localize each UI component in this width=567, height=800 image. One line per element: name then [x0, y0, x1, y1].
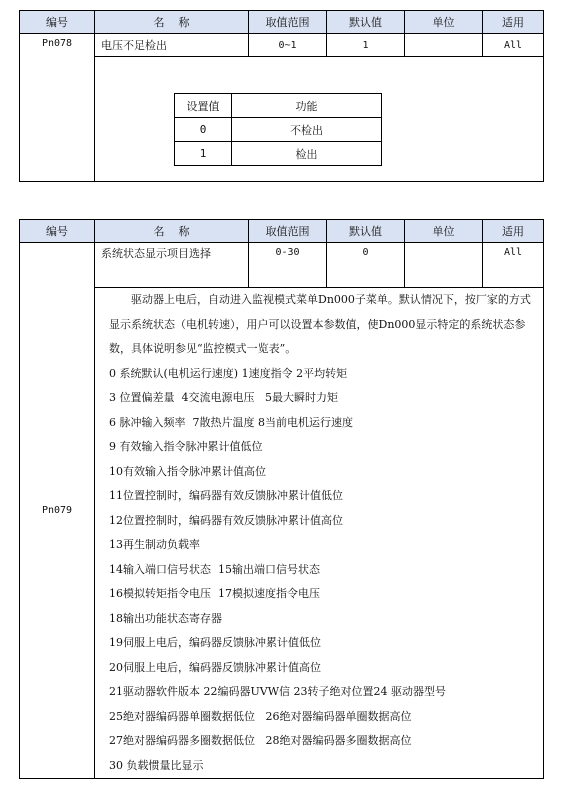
option-header-function: 功能	[232, 94, 382, 118]
option-row	[175, 142, 382, 166]
header-code: 编号	[20, 11, 95, 34]
header-range: 取值范围	[249, 220, 327, 243]
description-line: 11位置控制时，编码器有效反馈脉冲累计值低位	[109, 489, 343, 502]
param-default: 0	[327, 243, 405, 288]
param-code: Pn079	[20, 243, 95, 779]
header-apply: 适用	[483, 11, 544, 34]
description-line: 13再生制动负载率	[109, 538, 200, 551]
description-line: 25绝对器编码器单圈数据低位 26绝对器编码器单圈数据高位	[109, 709, 412, 723]
table-header-row	[20, 11, 544, 34]
header-range: 取值范围	[249, 11, 327, 34]
description-line: 19伺服上电后，编码器反馈脉冲累计值低位	[109, 636, 321, 649]
description-line: 18输出功能状态寄存器	[109, 611, 222, 625]
param-apply: All	[483, 34, 544, 57]
description-line: 3 位置偏差量 4交流电源电压 5最大瞬时力矩	[109, 391, 338, 404]
option-function: 检出	[232, 142, 382, 166]
description-intro: 驱动器上电后，自动进入监视模式菜单Dn000子菜单。默认情况下，按厂家的方式显示系统状态（电机转速），用户可以设置本参数值，使Dn000显示特定的系统状态参数，具体说明参见“监控模式一览表”。	[109, 293, 531, 355]
header-default: 默认值	[327, 220, 405, 243]
param-unit	[405, 243, 483, 288]
param-default: 1	[327, 34, 405, 57]
description-line: 10有效输入指令脉冲累计值高位	[109, 464, 266, 478]
header-name: 名 称	[95, 11, 249, 34]
description-line: 16模拟转矩指令电压 17模拟速度指令电压	[109, 587, 320, 600]
option-value: 0	[175, 118, 232, 142]
param-range: 0-30	[249, 243, 327, 288]
param-apply: All	[483, 243, 544, 288]
header-unit: 单位	[405, 11, 483, 34]
param-name: 系统状态显示项目选择	[95, 243, 249, 288]
param-unit	[405, 34, 483, 57]
header-default: 默认值	[327, 11, 405, 34]
param-table-pn079	[19, 219, 544, 779]
param-range: 0~1	[249, 34, 327, 57]
option-row	[175, 118, 382, 142]
header-name: 名 称	[95, 220, 249, 243]
table-header-row	[20, 220, 544, 243]
option-header-value: 设置值	[175, 94, 232, 118]
description-line: 21驱动器软件版本 22编码器UVW信 23转子绝对位置24 驱动器型号	[109, 685, 446, 698]
table-row	[20, 288, 544, 779]
description-line: 0 系统默认(电机运行速度) 1速度指令 2平均转矩	[109, 366, 348, 380]
table-row	[20, 243, 544, 288]
description-line: 12位置控制时，编码器有效反馈脉冲累计值高位	[109, 513, 343, 527]
option-value: 1	[175, 142, 232, 166]
header-apply: 适用	[483, 220, 544, 243]
header-unit: 单位	[405, 220, 483, 243]
option-table-pn078	[174, 93, 382, 166]
description-line: 9 有效输入指令脉冲累计值低位	[109, 440, 263, 453]
description-line: 30 负载惯量比显示	[109, 758, 204, 772]
description-line: 14输入端口信号状态 15输出端口信号状态	[109, 562, 320, 576]
header-code: 编号	[20, 220, 95, 243]
option-function: 不检出	[232, 118, 382, 142]
description-line: 6 脉冲输入频率 7散热片温度 8当前电机运行速度	[109, 415, 353, 429]
description-line: 20伺服上电后，编码器反馈脉冲累计值高位	[109, 660, 321, 674]
param-name: 电压不足检出	[95, 34, 249, 57]
option-header-row	[175, 94, 382, 118]
description-line: 27绝对器编码器多圈数据低位 28绝对器编码器多圈数据高位	[109, 734, 412, 747]
param-description	[95, 288, 544, 779]
param-code: Pn078	[20, 34, 95, 182]
table-row	[20, 34, 544, 57]
